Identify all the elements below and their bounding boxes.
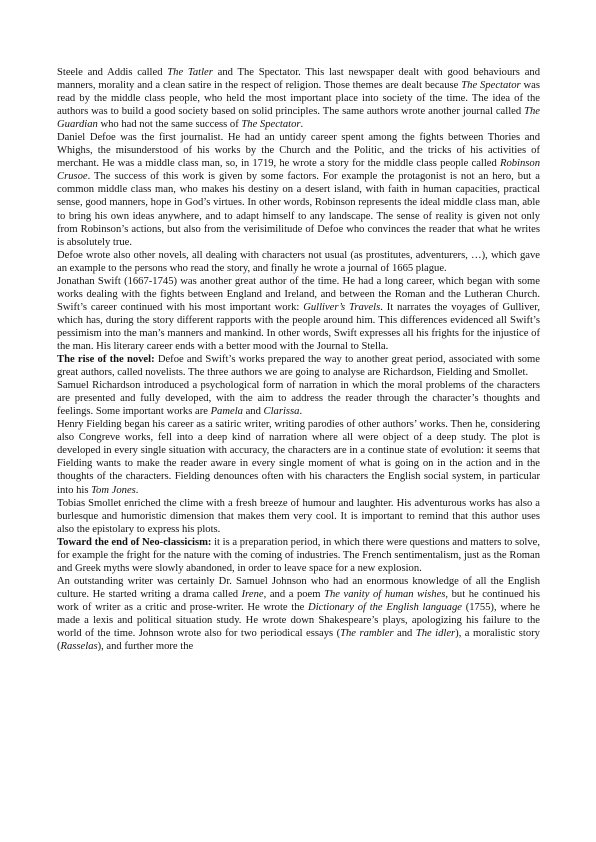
- paragraph-swift: [57, 275, 540, 353]
- text-run: Steele and Addis called: [57, 67, 168, 78]
- text-run: Jonathan Swift (1667-1745) was another great author of the time. He had a long career, which began with some works dealing with the fights between England and Ireland, and between the Roman and the Lutheran Church. Swift’s career continued with his most important work:: [57, 275, 540, 313]
- text-run: An outstanding writer was certainly Dr. Samuel Johnson who had an enormous knowledge of all the English culture. He started writing a drama called: [57, 575, 540, 600]
- italic-title: Robinson Crusoe: [57, 158, 540, 183]
- section-heading: Toward the end of Neo-classicism:: [57, 536, 212, 548]
- italic-title: Irene: [241, 588, 264, 600]
- text-run: . The success of this work is given by some factors. For example the protagonist is not an hero, but a common middle class man, who makes his destiny on a desert island, with faith in human capacities, practical sense, good manners, hope in God’s virtues. In other words, Robinson represents the ideal middle class man, able to bring his own ideas anywhere, and to adapt himself to any landscape. The sense of reality is given not only from Robinson’s actions, but also from the verisimilitude of Defoe who convinces the reader that what he writes is absolutely true.: [57, 171, 540, 248]
- italic-title: The Spectator: [461, 80, 521, 92]
- italic-title: Pamela: [210, 406, 243, 418]
- text-run: . It narrates the voyages of Gulliver, which has, during the story different rapports with the people around him. This differences evidenced all Swift’s pessimism into the man’s manners and mankind. In other words, Swift expresses all his frights for the injustice of the man. His literary career ends with a better mood with the Journal to Stella.: [57, 301, 540, 352]
- text-run: (1755), where he made a lexis and political situation study. He wrote down Shakespeare’s plays, apologizing his failure to the world of the time. Johnson wrote also for two periodical essays (: [57, 601, 540, 640]
- paragraph-smollet: [57, 497, 540, 536]
- paragraph-defoe-novels: [57, 249, 540, 275]
- paragraph-neoclassicism: [57, 536, 540, 575]
- italic-title: Clarissa: [263, 406, 300, 418]
- text-run: and: [242, 406, 264, 418]
- text-run: .: [135, 484, 139, 496]
- text-run: Defoe wrote also other novels, all dealing with characters not usual (as prostitutes, adventurers, …), which gave an example to the persons who read the story, and finally he wrote a journal of 1665 plague.: [57, 249, 540, 274]
- text-run: it is a preparation period, in which there were questions and matters to solve, for example the fright for the nature with the coming of industries. The French sentimentalism, just as the Roman and Greek myths were slowly abandoned, in order to leave space for a new explosion.: [57, 536, 540, 574]
- document-page: [57, 66, 540, 653]
- paragraph-defoe: [57, 131, 540, 248]
- italic-title: Gulliver’s Travels: [303, 301, 381, 313]
- text-run: .: [300, 119, 304, 131]
- italic-title: Rasselas: [60, 641, 98, 653]
- text-run: ), and further more the: [97, 641, 194, 653]
- text-run: Samuel Richardson introduced a psychological form of narration in which the moral problems of the characters are presented and fully developed, with the aim to address the reader through the character’s thoughts and feelings. Some important works are: [57, 380, 540, 418]
- text-run: Daniel Defoe was the first journalist. He had an untidy career spent among the fights between Thories and Whighs, the misunderstood of his works by the Church and the Politic, and the tricks of his activities of merchant. He was a middle class man, so, in 1719, he wrote a story for the middle class people called: [57, 132, 540, 170]
- text-run: Tobias Smollet enriched the clime with a fresh breeze of humour and laughter. His adventurous works has also a burlesque and humoristic dimension that makes them very cool. It is important to remind that this author uses also the epistolary to express his plots.: [57, 497, 540, 535]
- text-run: , and a poem: [263, 588, 325, 600]
- italic-title: The vanity of human wishes: [324, 588, 446, 600]
- text-run: and: [393, 628, 416, 640]
- italic-title: The Guardian: [57, 106, 540, 131]
- italic-title: The Tatler: [167, 67, 213, 78]
- text-run: and The Spectator. This last newspaper dealt with good behaviours and manners, morality and a clean satire in the respect of religion. Those themes are dealt because: [57, 67, 540, 92]
- paragraph-fielding: [57, 418, 540, 496]
- section-heading: The rise of the novel:: [57, 354, 155, 366]
- text-run: Henry Fielding began his career as a satiric writer, writing parodies of other authors’ works. Then he, considering also Congreve works, fell into a deep kind of narration where all were object of a deep study. The plot is developed in every single situation with accuracy, the characters are in a continue state of evolution: it seems that Fielding wants to make the reader aware in every single moment of what is going on in the action and in the thoughts of the characters. Fielding denounces often with his characters the English social system, in particular into his: [57, 419, 540, 496]
- text-run: .: [299, 406, 303, 418]
- italic-title: The Spectator: [241, 119, 301, 131]
- text-run: who had not the same success of: [97, 119, 242, 131]
- paragraph-johnson: [57, 575, 540, 653]
- italic-title: Dictionary of the English language: [308, 601, 462, 613]
- paragraph-rise: [57, 353, 540, 379]
- text-run: ), a moralistic story (: [57, 628, 540, 653]
- italic-title: The rambler: [340, 628, 394, 640]
- text-run: was read by the middle class people, who held the most important place into society of the time. The idea of the authors was to build a good society based on solid principles. The same authors wrote another journal called: [57, 80, 541, 118]
- text-run: , but he continued his work of writer as a critic and prose-writer. He wrote the: [57, 588, 540, 613]
- paragraph-tatler: [57, 66, 540, 131]
- italic-title: Tom Jones: [91, 484, 136, 496]
- text-run: Defoe and Swift’s works prepared the way to another great period, associated with some great authors, called novelists. The three authors we are going to analyse are Richardson, Fielding and Smollet.: [57, 354, 540, 379]
- italic-title: The idler: [415, 628, 456, 640]
- paragraph-richardson: [57, 379, 540, 418]
